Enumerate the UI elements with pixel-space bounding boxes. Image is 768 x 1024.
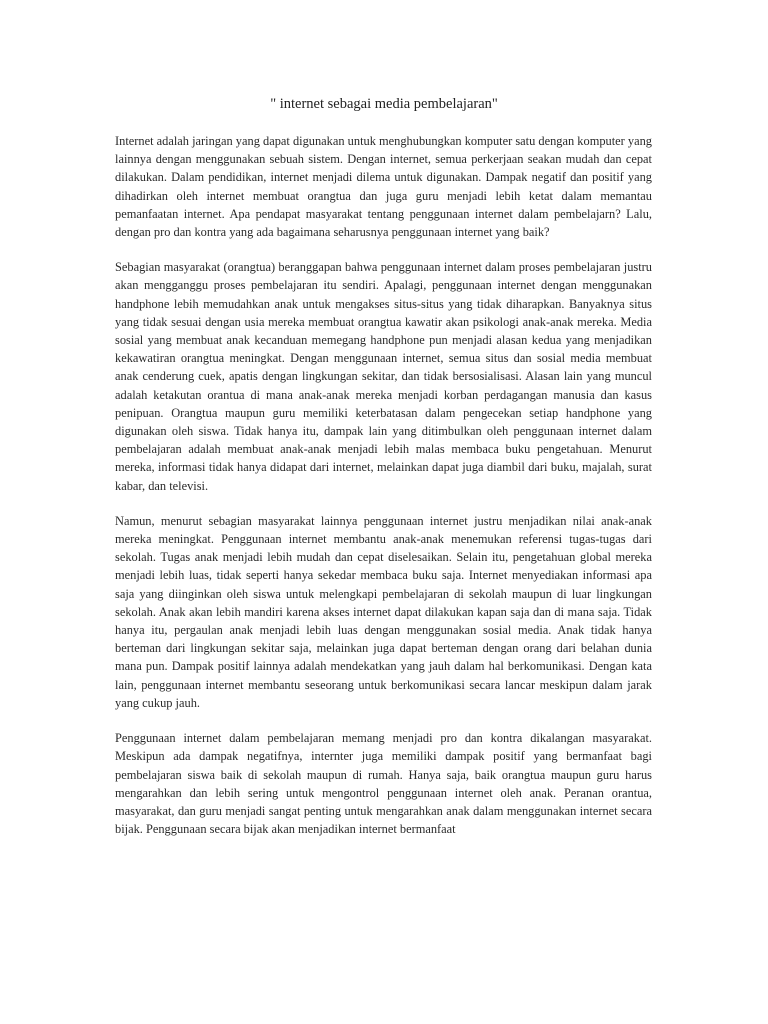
paragraph-2: Sebagian masyarakat (orangtua) beranggapan bahwa penggunaan internet dalam proses pembelajaran justru akan mengganggu proses pembelajaran itu sendiri. Apalagi, penggunaan internet dengan menggunakan handphone lebih memudahkan anak untuk mengakses situs-situs yang tidak diharapkan. Banyaknya situs yang tidak sesuai dengan usia mereka membuat orangtua kawatir akan psikologi anak-anak mereka. Media sosial yang membuat anak kecanduan memegang handphone pun menjadi alasan kedua yang menjadikan kekawatiran orangtua meningkat. Dengan menggunaan internet, semua situs dan sosial media membuat anak cenderung cuek, apatis dengan lingkungan sekitar, dan tidak bersosialisasi. Alasan lain yang muncul adalah ketakutan orantua di mana anak-anak mereka menjadi korban perdagangan manusia dan kasus penipuan. Orangtua maupun guru memiliki keterbatasan dalam pengecekan setiap handphone yang digunakan oleh siswa. Tidak hanya itu, dampak lain yang ditimbulkan oleh penggunaan internet dalam pembelajaran adalah membuat anak-anak menjadi lebih malas membaca buku pengetahuan. Menurut mereka, informasi tidak hanya didapat dari internet, melainkan dapat juga diambil dari buku, majalah, surat kabar, dan televisi. bbox=[115, 260, 652, 493]
paragraph-4: Penggunaan internet dalam pembelajaran memang menjadi pro dan kontra dikalangan masyarakat. Meskipun ada dampak negatifnya, internter juga memiliki dampak positif yang bermanfaat bagi pembelajaran siswa baik di sekolah maupun di rumah. Hanya saja, baik orangtua maupun guru harus mengarahkan dan lebih sering untuk mengontrol penggunaan internet oleh anak. Peranan orantua, masyarakat, dan guru menjadi sangat penting untuk mengarahkan anak dalam menggunakan internet secara bijak. Penggunaan secara bijak akan menjadikan internet bermanfaat bbox=[115, 731, 652, 837]
document-body bbox=[115, 132, 652, 855]
paragraph-3: Namun, menurut sebagian masyarakat lainnya penggunaan internet justru menjadikan nilai anak-anak mereka meningkat. Penggunaan internet membantu anak-anak menemukan referensi tugas-tugas dari sekolah. Tugas anak menjadi lebih mudah dan cepat diselesaikan. Selain itu, pengetahuan global mereka menjadi lebih luas, tidak seperti hanya sekedar membaca buku saja. Internet menyediakan informasi apa saja yang diinginkan oleh siswa untuk melengkapi pembelajaran di sekolah maupun di luar lingkungan sekolah. Anak akan lebih mandiri karena akses internet dapat dilakukan kapan saja dan di mana saja. Tidak hanya itu, pergaulan anak menjadi lebih luas dengan menggunakan sosial media. Anak tidak hanya berteman dari lingkungan sekitar saja, melainkan juga dapat berteman dengan orang dari belahan dunia mana pun. Dampak positif lainnya adalah mendekatkan yang jauh dalam hal berkomunikasi. Dengan kata lain, penggunaan internet membantu seseorang untuk berkomunikasi secara lancar meskipun dalam jarak yang cukup jauh. bbox=[115, 513, 652, 710]
document-title: " internet sebagai media pembelajaran" bbox=[270, 96, 498, 112]
paragraph-1: Internet adalah jaringan yang dapat digunakan untuk menghubungkan komputer satu dengan komputer yang lainnya dengan menggunakan sebuah sistem. Dengan internet, semua perkerjaan seakan mudah dan cepat dilakukan. Dalam pendidikan, internet menjadi dilema untuk digunakan. Dampak negatif dan positif yang dihadirkan oleh internet membuat orangtua dan juga guru menjadi lebih ketat dalam memantau pemanfaatan internet. Apa pendapat masyarakat tentang penggunaan internet dalam pembelajarn? Lalu, dengan pro dan kontra yang ada bagaimana seharusnya penggunaan internet yang baik? bbox=[115, 134, 652, 240]
